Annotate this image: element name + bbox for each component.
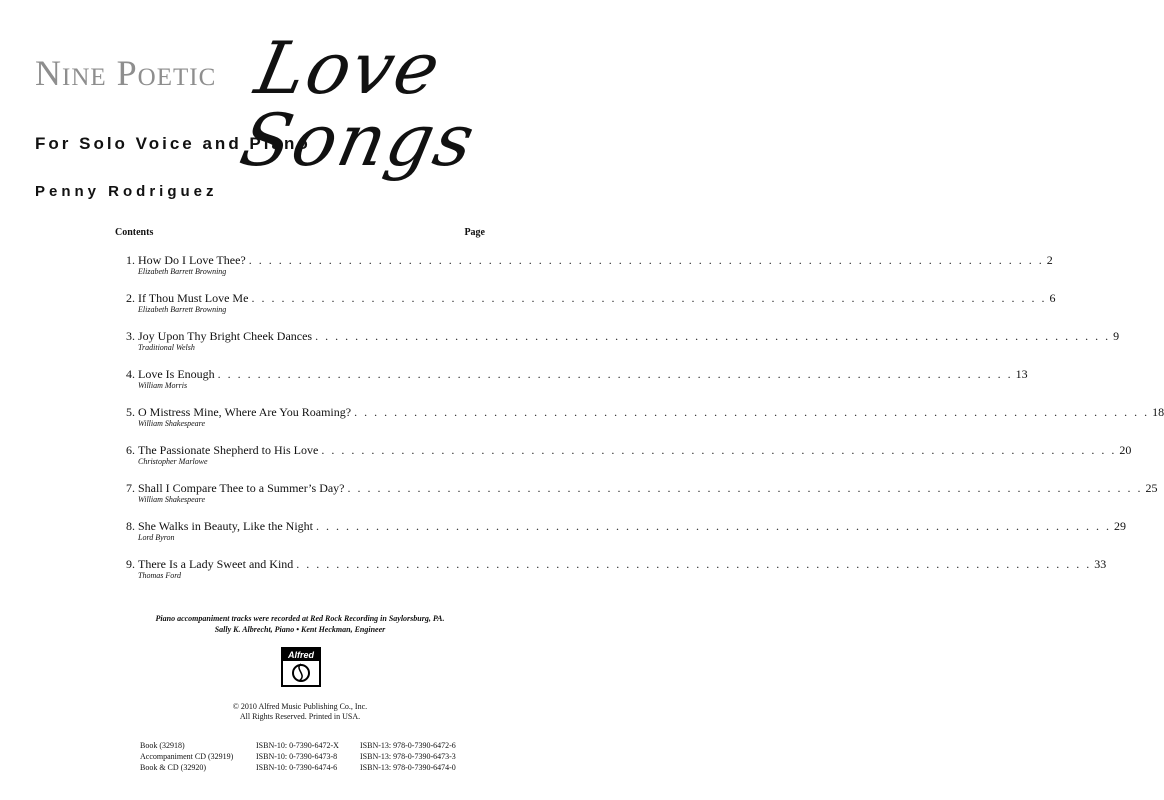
entry-title: She Walks in Beauty, Like the Night: [138, 519, 314, 533]
dot-leader: . . . . . . . . . . . . . . . . . . . . . . . . . . . . . . . . . . . . . . . . . . . . . . . . . . . . . . . . . . . . . . . . . . . . . . . . . . . . . . . .: [217, 367, 1013, 381]
contents-header: [115, 227, 485, 238]
entry-line: [115, 253, 1053, 267]
entry-page: 25: [1145, 481, 1158, 495]
dot-leader: . . . . . . . . . . . . . . . . . . . . . . . . . . . . . . . . . . . . . . . . . . . . . . . . . . . . . . . . . . . . . . . . . . . . . . . . . . . . . . . .: [321, 443, 1117, 457]
dot-leader: . . . . . . . . . . . . . . . . . . . . . . . . . . . . . . . . . . . . . . . . . . . . . . . . . . . . . . . . . . . . . . . . . . . . . . . . . . . . . . . .: [296, 557, 1092, 571]
title-script: Love Songs: [233, 26, 484, 182]
entry-number: 5.: [126, 405, 135, 419]
catalog-product: Book & CD (32920): [140, 763, 206, 772]
entry-author: Elizabeth Barrett Browning: [138, 305, 227, 314]
composer-name: Penny Rodriguez: [35, 183, 218, 200]
entry-number: 8.: [126, 519, 135, 533]
entry-title: The Passionate Shepherd to His Love: [138, 443, 319, 457]
entry-line: [115, 519, 1127, 533]
entry-title: O Mistress Mine, Where Are You Roaming?: [138, 405, 352, 419]
alfred-logo: [281, 647, 321, 687]
entry-author: Christopher Marlowe: [138, 457, 208, 466]
entry-line: [115, 443, 1132, 457]
catalog-isbn10: ISBN-10: 0-7390-6473-8: [256, 752, 338, 761]
catalog-row: [140, 751, 456, 762]
entry-author: Elizabeth Barrett Browning: [138, 267, 227, 276]
catalog-isbn13: ISBN-13: 978-0-7390-6473-3: [360, 752, 456, 761]
contents-heading: Contents: [115, 227, 154, 238]
contents-entry: [115, 557, 1107, 581]
logo-text: Alfred: [283, 649, 319, 661]
catalog-isbn10: ISBN-10: 0-7390-6474-6: [256, 763, 338, 772]
credits-line-1: Piano accompaniment tracks were recorded at Red Rock Recording in Saylorsburg, PA.: [155, 614, 445, 623]
catalog-isbn13: ISBN-13: 978-0-7390-6474-0: [360, 763, 456, 772]
entry-page: 20: [1119, 443, 1132, 457]
contents-entry: [115, 405, 1164, 429]
entry-line: [115, 481, 1158, 495]
contents-entry: [115, 481, 1158, 505]
entry-title: There Is a Lady Sweet and Kind: [138, 557, 294, 571]
entry-line: [115, 367, 1028, 381]
credits-line-2: Sally K. Albrecht, Piano • Kent Heckman, Engineer: [214, 625, 386, 634]
entry-title: How Do I Love Thee?: [138, 253, 246, 267]
entry-number: 1.: [126, 253, 135, 267]
entry-author: William Shakespeare: [138, 495, 206, 504]
contents-entry: [115, 519, 1127, 543]
entry-author: William Morris: [138, 381, 188, 390]
entry-page: 13: [1015, 367, 1028, 381]
subtitle: For Solo Voice and Piano: [35, 134, 311, 153]
entry-number: 6.: [126, 443, 135, 457]
entry-line: [115, 329, 1120, 343]
dot-leader: . . . . . . . . . . . . . . . . . . . . . . . . . . . . . . . . . . . . . . . . . . . . . . . . . . . . . . . . . . . . . . . . . . . . . . . . . . . . . . . .: [248, 253, 1044, 267]
entry-title: Joy Upon Thy Bright Cheek Dances: [138, 329, 313, 343]
entry-number: 2.: [126, 291, 135, 305]
dot-leader: . . . . . . . . . . . . . . . . . . . . . . . . . . . . . . . . . . . . . . . . . . . . . . . . . . . . . . . . . . . . . . . . . . . . . . . . . . . . . . . .: [251, 291, 1047, 305]
contents-entry: [115, 367, 1028, 391]
entry-line: [115, 405, 1164, 419]
catalog-table: [140, 740, 456, 773]
dot-leader: . . . . . . . . . . . . . . . . . . . . . . . . . . . . . . . . . . . . . . . . . . . . . . . . . . . . . . . . . . . . . . . . . . . . . . . . . . . . . . . .: [316, 519, 1112, 533]
entry-number: 4.: [126, 367, 135, 381]
contents-list: [115, 253, 1164, 581]
entry-page: 18: [1152, 405, 1164, 419]
entry-page: 9: [1113, 329, 1120, 343]
entry-author: Lord Byron: [138, 533, 175, 542]
entry-number: 3.: [126, 329, 135, 343]
copyright: [0, 702, 600, 722]
contents-entry: [115, 291, 1056, 315]
entry-page: 6: [1049, 291, 1056, 305]
title-main: Nine Poetic: [35, 53, 217, 93]
recording-credits: [0, 613, 600, 635]
copyright-line-2: All Rights Reserved. Printed in USA.: [239, 712, 361, 721]
entry-number: 7.: [126, 481, 135, 495]
contents-entry: [115, 253, 1053, 277]
entry-page: 29: [1114, 519, 1127, 533]
treble-clef-icon: [287, 663, 315, 683]
dot-leader: . . . . . . . . . . . . . . . . . . . . . . . . . . . . . . . . . . . . . . . . . . . . . . . . . . . . . . . . . . . . . . . . . . . . . . . . . . . . . . . .: [354, 405, 1150, 419]
entry-title: If Thou Must Love Me: [138, 291, 249, 305]
copyright-line-1: © 2010 Alfred Music Publishing Co., Inc.: [232, 702, 368, 711]
contents-entry: [115, 329, 1120, 353]
contents-entry: [115, 443, 1132, 467]
entry-title: Shall I Compare Thee to a Summer’s Day?: [138, 481, 345, 495]
contents-section: [115, 227, 1164, 595]
entry-page: 2: [1046, 253, 1053, 267]
catalog-row: [140, 762, 456, 773]
entry-line: [115, 291, 1056, 305]
catalog-product: Accompaniment CD (32919): [140, 752, 234, 761]
entry-author: Traditional Welsh: [138, 343, 195, 352]
catalog-isbn13: ISBN-13: 978-0-7390-6472-6: [360, 741, 456, 750]
page-heading: Page: [464, 227, 485, 238]
dot-leader: . . . . . . . . . . . . . . . . . . . . . . . . . . . . . . . . . . . . . . . . . . . . . . . . . . . . . . . . . . . . . . . . . . . . . . . . . . . . . . . .: [315, 329, 1111, 343]
entry-page: 33: [1094, 557, 1107, 571]
catalog-product: Book (32918): [140, 741, 185, 750]
entry-author: Thomas Ford: [138, 571, 182, 580]
entry-number: 9.: [126, 557, 135, 571]
entry-title: Love Is Enough: [138, 367, 215, 381]
dot-leader: . . . . . . . . . . . . . . . . . . . . . . . . . . . . . . . . . . . . . . . . . . . . . . . . . . . . . . . . . . . . . . . . . . . . . . . . . . . . . . . .: [347, 481, 1143, 495]
entry-line: [115, 557, 1107, 571]
catalog-row: [140, 740, 456, 751]
catalog-isbn10: ISBN-10: 0-7390-6472-X: [256, 741, 339, 750]
entry-author: William Shakespeare: [138, 419, 206, 428]
